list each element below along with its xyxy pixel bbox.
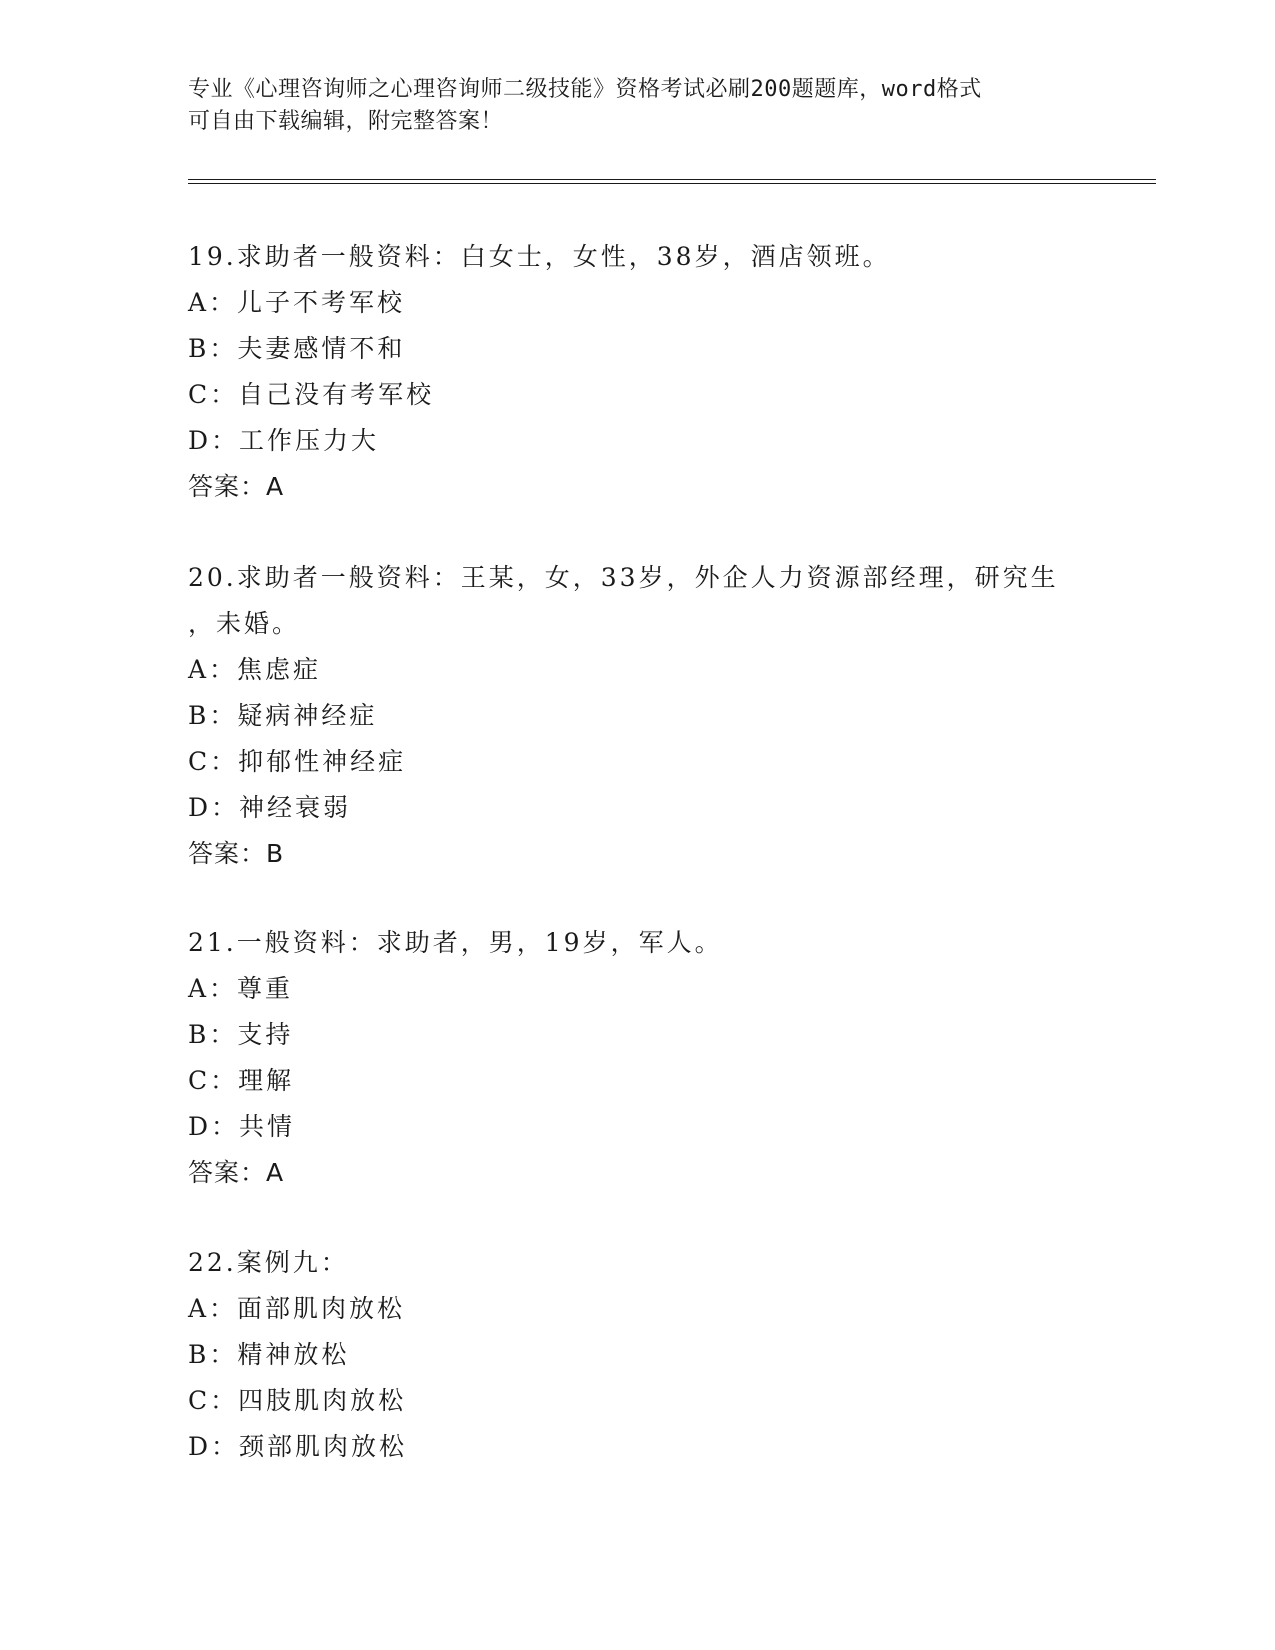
question-19 bbox=[188, 234, 1088, 510]
option-d: D：颈部肌肉放松 bbox=[188, 1432, 408, 1461]
question-20 bbox=[188, 555, 1088, 877]
option-d: D：共情 bbox=[188, 1112, 296, 1141]
option-c: C：抑郁性神经症 bbox=[188, 747, 407, 776]
option-d: D：神经衰弱 bbox=[188, 793, 352, 822]
option-d: D：工作压力大 bbox=[188, 426, 380, 455]
option-b: B：夫妻感情不和 bbox=[188, 334, 406, 363]
answer-text: 答案：A bbox=[188, 1158, 285, 1187]
question-stem: 20.求助者一般资料：王某，女，33岁，外企人力资源部经理，研究生 bbox=[188, 563, 1059, 592]
option-b: B：精神放松 bbox=[188, 1340, 350, 1369]
option-c: C：理解 bbox=[188, 1066, 295, 1095]
answer-text: 答案：A bbox=[188, 472, 285, 501]
question-stem: 22.案例九： bbox=[188, 1248, 349, 1277]
question-21 bbox=[188, 920, 1088, 1196]
header-divider-bottom bbox=[188, 183, 1156, 184]
option-b: B：支持 bbox=[188, 1020, 294, 1049]
option-b: B：疑病神经症 bbox=[188, 701, 378, 730]
option-a: A：尊重 bbox=[188, 974, 294, 1003]
option-a: A：面部肌肉放松 bbox=[188, 1294, 406, 1323]
answer-text: 答案：B bbox=[188, 839, 285, 868]
option-c: C：自己没有考军校 bbox=[188, 380, 435, 409]
option-c: C：四肢肌肉放松 bbox=[188, 1386, 407, 1415]
header-line-2: 可自由下载编辑，附完整答案！ bbox=[188, 109, 504, 134]
question-22 bbox=[188, 1240, 1088, 1470]
question-stem-continuation: ，未婚。 bbox=[188, 609, 301, 638]
question-stem: 19.求助者一般资料：白女士，女性，38岁，酒店领班。 bbox=[188, 242, 891, 271]
header-line-1: 专业《心理咨询师之心理咨询师二级技能》资格考试必刷200题题库，word格式 bbox=[188, 77, 982, 102]
header-divider-top bbox=[188, 179, 1156, 180]
option-a: A：焦虑症 bbox=[188, 655, 322, 684]
option-a: A：儿子不考军校 bbox=[188, 288, 406, 317]
question-stem: 21.一般资料：求助者，男，19岁，军人。 bbox=[188, 928, 723, 957]
document-header bbox=[188, 74, 1088, 138]
